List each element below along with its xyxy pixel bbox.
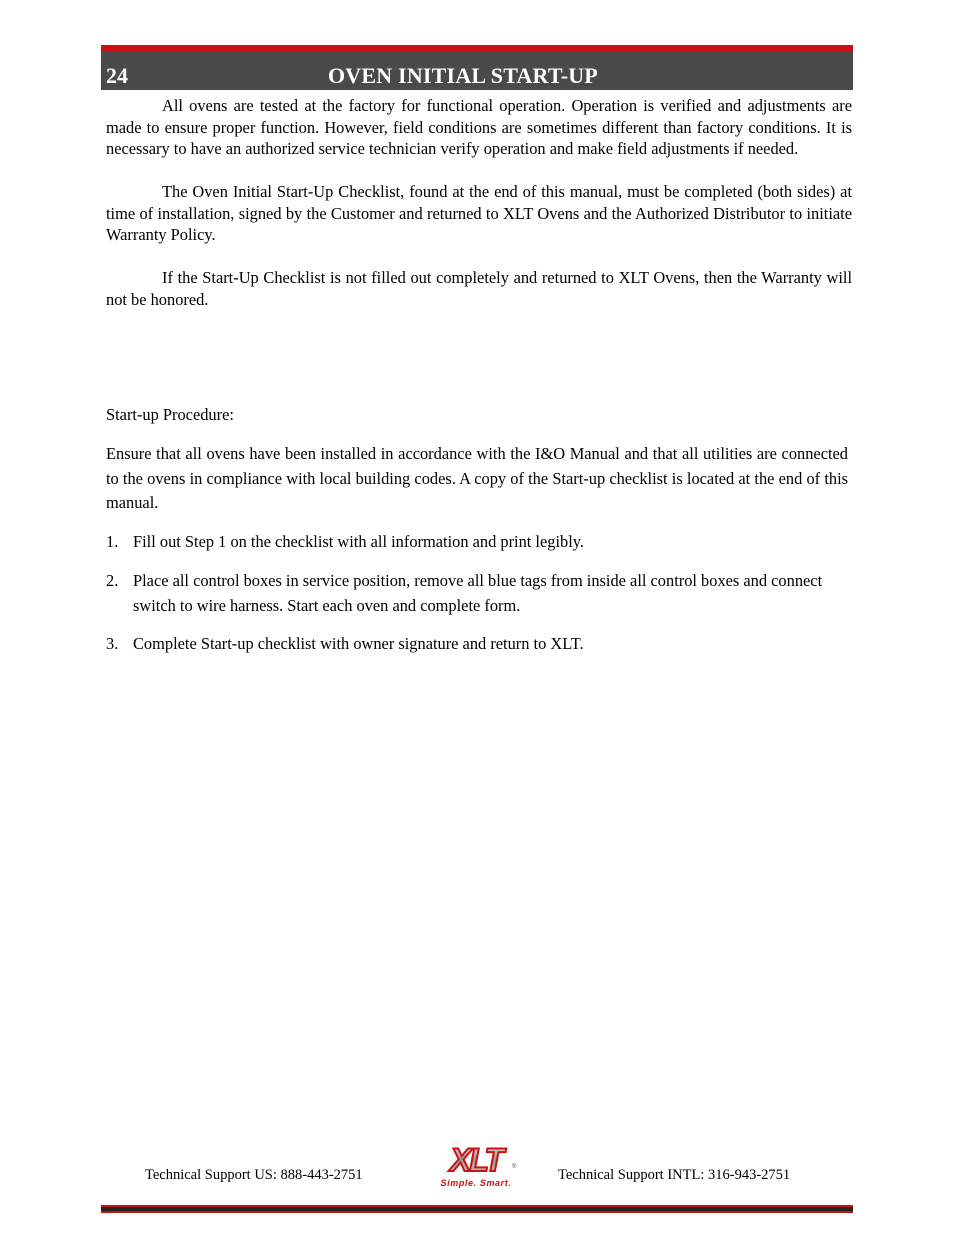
step-text: Place all control boxes in service position, remove all blue tags from inside all control boxes and connect switch to wire harness. Start each oven and complete form. bbox=[133, 571, 823, 615]
paragraph-factory-testing: All ovens are tested at the factory for functional operation. Operation is verified and adjustments are made to ensure proper function. However, field conditions are sometimes different than factory conditions. It is necessary to have an authorized service technician verify operation and make field adjustments if needed. bbox=[106, 96, 852, 158]
page-header bbox=[101, 45, 853, 90]
step-text: Fill out Step 1 on the checklist with all information and print legibly. bbox=[133, 532, 584, 551]
procedure-step-3 bbox=[106, 631, 852, 656]
procedure-step-2 bbox=[106, 568, 852, 618]
intro-section bbox=[106, 95, 852, 310]
svg-text:Simple. Smart.: Simple. Smart. bbox=[440, 1178, 512, 1188]
svg-text:®: ® bbox=[512, 1164, 517, 1170]
svg-text:XLT: XLT bbox=[449, 1142, 503, 1178]
footer-rule bbox=[101, 1205, 853, 1213]
step-number: 2. bbox=[106, 571, 119, 590]
procedure-intro: Ensure that all ovens have been installed in accordance with the I&O Manual and that all utilities are connected to the ovens in compliance with local building codes. A copy of the Start-up checklist is located at the end of this manual. bbox=[106, 444, 848, 512]
step-number: 3. bbox=[106, 634, 119, 653]
step-text: Complete Start-up checklist with owner signature and return to XLT. bbox=[133, 634, 584, 653]
support-intl: Technical Support INTL: 316-943-2751 bbox=[558, 1167, 791, 1183]
step-number: 1. bbox=[106, 532, 119, 551]
page-title: OVEN INITIAL START-UP bbox=[328, 63, 598, 88]
paragraph-warranty: If the Start-Up Checklist is not filled out completely and returned to XLT Ovens, then the Warranty will not be honored. bbox=[106, 268, 852, 309]
procedure-heading: Start-up Procedure: bbox=[106, 405, 234, 424]
page-number: 24 bbox=[106, 63, 128, 88]
paragraph-checklist: The Oven Initial Start-Up Checklist, found at the end of this manual, must be completed (both sides) at time of installation, signed by the Customer and returned to XLT Ovens and the Authorized Distributor to initiate Warranty Policy. bbox=[106, 182, 852, 244]
support-us: Technical Support US: 888-443-2751 bbox=[145, 1167, 363, 1183]
footer-rule-inner bbox=[101, 1207, 853, 1211]
procedure-step-1 bbox=[106, 529, 852, 554]
xlt-logo bbox=[428, 1141, 526, 1191]
